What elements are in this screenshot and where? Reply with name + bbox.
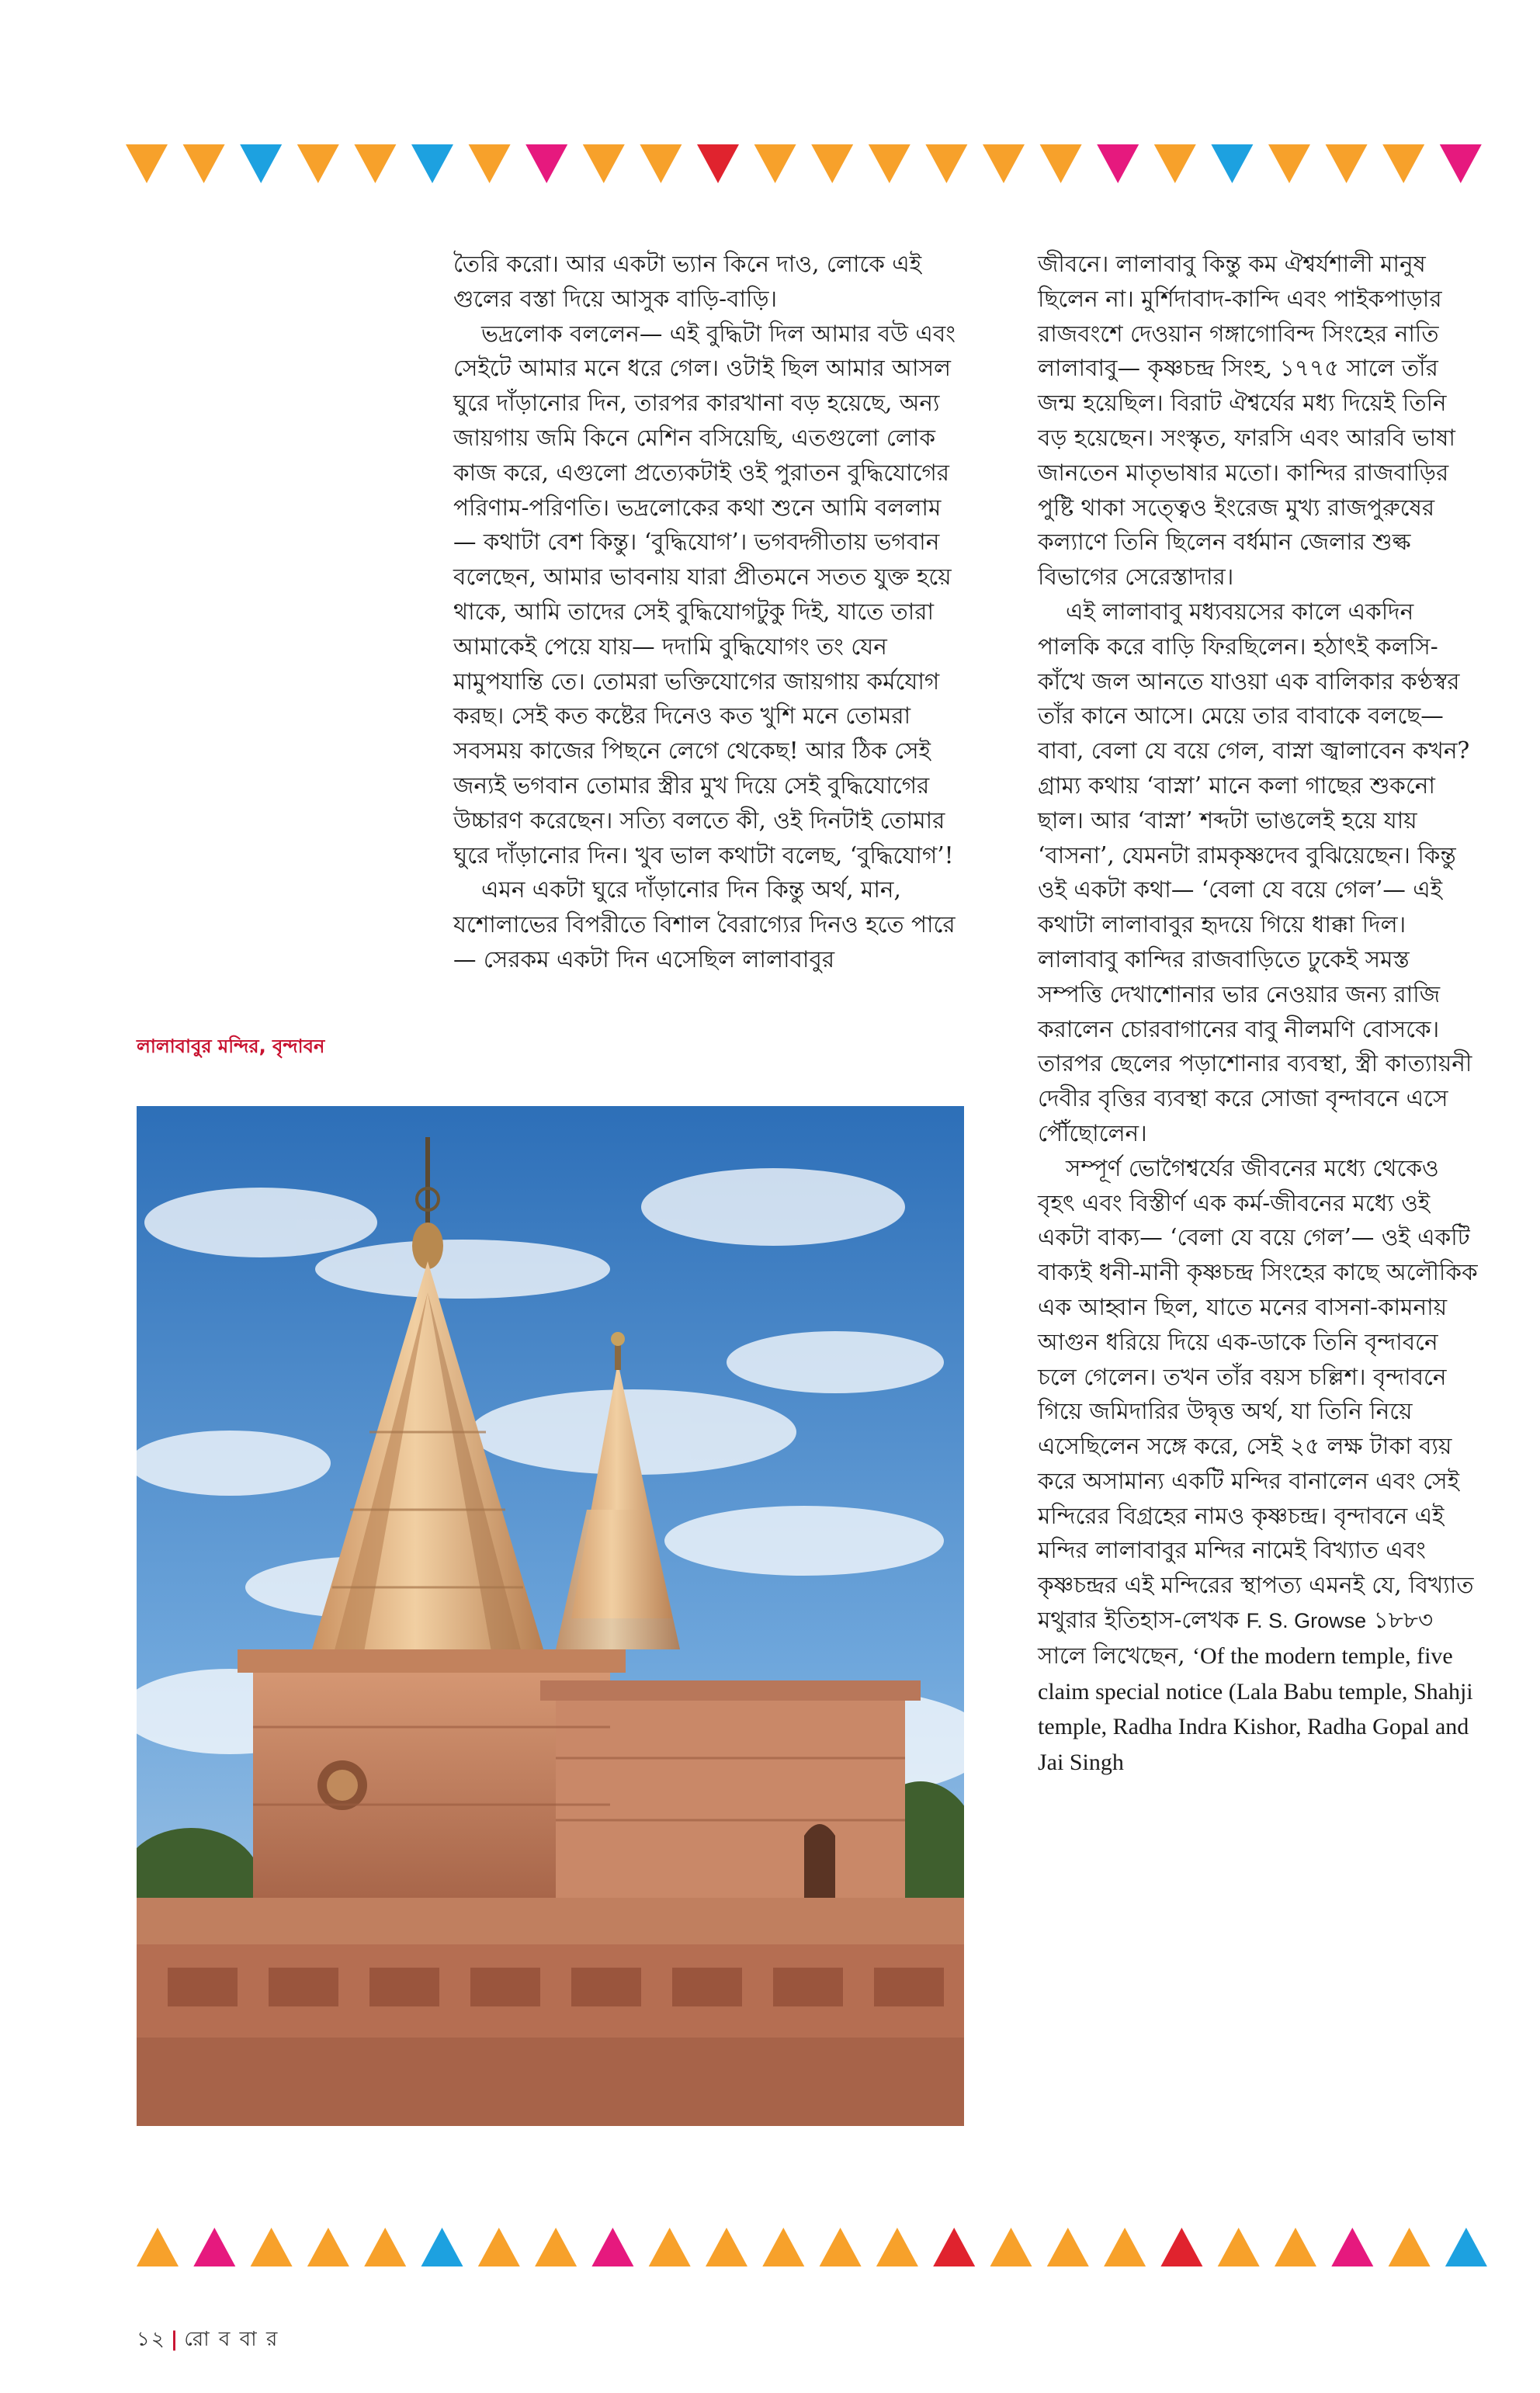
article-column-middle: [453, 247, 962, 977]
bunting-flag: [307, 2228, 349, 2266]
bunting-flag: [1331, 2228, 1373, 2266]
bunting-flag: [297, 144, 339, 183]
bunting-flag: [183, 144, 225, 183]
bunting-flag: [1382, 144, 1424, 183]
bunting-flag: [126, 144, 168, 183]
paragraph-text: সম্পূর্ণ ভোগৈশ্বর্যের জীবনের মধ্যে থেকেও বৃহৎ এবং বিস্তীর্ণ এক কর্ম-জীবনের মধ্যে ওই একটা বাক্য— ‘বেলা যে বয়ে গেল’— ওই একটি বাক্যই ধনী-মানী কৃষ্ণচন্দ্র সিংহের কাছে অলৌকিক এক আহ্বান ছিল, যাতে মনের বাসনা-কামনায় আগুন ধরিয়ে দিয়ে এক-ডাকে তিনি বৃন্দাবনে চলে গেলেন। তখন তাঁর বয়স চল্লিশ। বৃন্দাবনে গিয়ে জমিদারির উদ্বৃত্ত অর্থ, যা তিনি নিয়ে এসেছিলেন সঙ্গে করে, সেই ২৫ লক্ষ টাকা ব্যয় করে অসামান্য একটি মন্দির বানালেন এবং সেই মন্দিরের বিগ্রহের নামও কৃষ্ণচন্দ্র। বৃন্দাবনে এই মন্দির লালাবাবুর মন্দির নামেই বিখ্যাত এবং কৃষ্ণচন্দ্রর এই মন্দিরের স্থাপত্য এমনই যে, বিখ্যাত মথুরার ইতিহাস-লেখক: [1038, 1154, 1478, 1634]
bunting-flag: [354, 144, 396, 183]
page-number: ১২: [137, 2328, 166, 2351]
top-bunting-banner: [0, 144, 1540, 191]
bunting-flag: [469, 144, 511, 183]
bunting-flag: [421, 2228, 463, 2266]
bunting-flag: [990, 2228, 1032, 2266]
bunting-flag: [137, 2228, 179, 2266]
bunting-flag: [820, 2228, 862, 2266]
bunting-flag: [1040, 144, 1082, 183]
paragraph: তৈরি করো। আর একটা ভ্যান কিনে দাও, লোকে এই গুলের বস্তা দিয়ে আসুক বাড়ি-বাড়ি।: [453, 251, 922, 312]
bunting-flag: [811, 144, 853, 183]
bunting-flag: [1275, 2228, 1316, 2266]
bunting-flag: [1389, 2228, 1431, 2266]
article-column-right: [1038, 247, 1480, 1781]
bunting-flag: [649, 2228, 691, 2266]
bunting-flag: [1047, 2228, 1089, 2266]
bunting-flag: [1211, 144, 1253, 183]
footer-separator: |: [170, 2328, 180, 2351]
magazine-name: রো ব বা র: [184, 2328, 279, 2351]
year-text: ১৮৮৩ সালে লিখেছেন,: [1038, 1607, 1434, 1669]
bunting-flag: [240, 144, 282, 183]
paragraph: জীবনে। লালাবাবু কিন্তু কম ঐশ্বর্যশালী মানুষ ছিলেন না। মুর্শিদাবাদ-কান্দি এবং পাইকপাড়ার রাজবংশে দেওয়ান গঙ্গাগোবিন্দ সিংহের নাতি লালাবাবু— কৃষ্ণচন্দ্র সিংহ, ১৭৭৫ সালে তাঁর জন্ম হয়েছিল। বিরাট ঐশ্বর্যের মধ্য দিয়েই তিনি বড় হয়েছেন। সংস্কৃত, ফারসি এবং আরবি ভাষা জানতেন মাতৃভাষার মতো। কান্দির রাজবাড়ির পুষ্টি থাকা সত্ত্বেও ইংরেজ মুখ্য রাজপুরুষের কল্যাণে তিনি ছিলেন বর্ধমান জেলার শুল্ক বিভাগের সেরেস্তাদার।: [1038, 251, 1455, 591]
author-name: F. S. Growse: [1246, 1609, 1367, 1633]
bunting-flag: [933, 2228, 975, 2266]
bunting-flag: [697, 144, 739, 183]
bunting-flag: [762, 2228, 804, 2266]
bunting-flag: [706, 2228, 747, 2266]
temple-body: [238, 1649, 921, 1898]
paragraph: এমন একটা ঘুরে দাঁড়ানোর দিন কিন্তু অর্থ, মান, যশোলাভের বিপরীতে বিশাল বৈরাগ্যের দিনও হতে পারে— সেরকম একটা দিন এসেছিল লালাবাবুর: [453, 876, 956, 973]
bunting-flag: [1154, 144, 1196, 183]
bunting-flag: [1445, 2228, 1487, 2266]
temple-photo: [137, 1106, 964, 2126]
bunting-flag: [640, 144, 682, 183]
bunting-flag: [1440, 144, 1482, 183]
bottom-bunting-banner: [0, 2228, 1540, 2274]
bunting-flag: [583, 144, 625, 183]
bunting-flag: [1218, 2228, 1260, 2266]
bunting-flag: [411, 144, 453, 183]
paragraph: এই লালাবাবু মধ্যবয়সের কালে একদিন পালকি করে বাড়ি ফিরছিলেন। হঠাৎই কলসি-কাঁখে জল আনতে যাওয়া এক বালিকার কণ্ঠস্বর তাঁর কানে আসে। মেয়ে তার বাবাকে বলছে— বাবা, বেলা যে বয়ে গেল, বাস্না জ্বালাবেন কখন? গ্রাম্য কথায় ‘বাস্না’ মানে কলা গাছের শুকনো ছাল। আর ‘বাস্না’ শব্দটা ভাঙলেই হয়ে যায় ‘বাসনা’, যেমনটা রামকৃষ্ণদেব বুঝিয়েছেন। কিন্তু ওই একটা কথা— ‘বেলা যে বয়ে গেল’— এই কথাটা লালাবাবুর হৃদয়ে গিয়ে ধাক্কা দিল। লালাবাবু কান্দির রাজবাড়িতে ঢুকেই সমস্ত সম্পত্তি দেখাশোনার ভার নেওয়ার জন্য রাজি করালেন চোরবাগানের বাবু নীলমণি বোসকে। তারপর ছেলের পড়াশোনার ব্যবস্থা, স্ত্রী কাত্যায়নী দেবীর বৃত্তির ব্যবস্থা করে সোজা বৃন্দাবনে এসে পৌঁছোলেন।: [1038, 598, 1472, 1146]
foreground-wall: [137, 1898, 964, 2126]
bunting-flag: [251, 2228, 293, 2266]
paragraph: ভদ্রলোক বললেন— এই বুদ্ধিটা দিল আমার বউ এবং সেইটে আমার মনে ধরে গেল। ওটাই ছিল আমার আসল ঘুরে দাঁড়ানোর দিন, তারপর কারখানা বড় হয়েছে, অন্য জায়গায় জমি কিনে মেশিন বসিয়েছি, এতগুলো লোক কাজ করে, এগুলো প্রত্যেকটাই ওই পুরাতন বুদ্ধিযোগের পরিণাম-পরিণতি। ভদ্রলোকের কথা শুনে আমি বললাম— কথাটা বেশ কিন্তু। ‘বুদ্ধিযোগ’। ভগবদ্গীতায় ভগবান বলেছেন, আমার ভাবনায় যারা প্রীতমনে সতত যুক্ত হয়ে থাকে, আমি তাদের সেই বুদ্ধিযোগটুকু দিই, যাতে তারা আমাকেই পেয়ে যায়— দদামি বুদ্ধিযোগং তং যেন মামুপযান্তি তে। তোমরা ভক্তিযোগের জায়গায় কর্মযোগ করছ। সেই কত কষ্টের দিনেও কত খুশি মনে তোমরা সবসময় কাজের পিছনে লেগে থেকেছ! আর ঠিক সেই জন্যই ভগবান তোমার স্ত্রীর মুখ দিয়ে সেই বুদ্ধিযোগের উচ্চারণ করেছেন। সত্যি বলতে কী, ওই দিনটাই তোমার ঘুরে দাঁড়ানোর দিন। খুব ভাল কথাটা বলেছ, ‘বুদ্ধিযোগ’!: [453, 320, 956, 869]
bunting-flag: [535, 2228, 577, 2266]
paragraph: [1038, 1151, 1480, 1781]
bunting-flag: [1097, 144, 1139, 183]
bunting-flag: [1104, 2228, 1146, 2266]
photo-caption: লালাবাবুর মন্দির, বৃন্দাবন: [137, 1035, 325, 1057]
bunting-flag: [983, 144, 1025, 183]
bunting-flag: [591, 2228, 633, 2266]
bunting-flag: [1160, 2228, 1202, 2266]
bunting-flag: [1326, 144, 1368, 183]
bunting-flag: [1268, 144, 1310, 183]
bunting-flag: [869, 144, 910, 183]
bunting-flag: [754, 144, 796, 183]
bunting-flag: [193, 2228, 235, 2266]
temple-illustration: [137, 1106, 964, 2126]
bunting-flag: [478, 2228, 520, 2266]
bunting-flag: [364, 2228, 406, 2266]
page-footer: [137, 2323, 279, 2357]
bunting-flag: [925, 144, 967, 183]
bunting-flag: [876, 2228, 918, 2266]
english-quote: ‘Of the modern temple, five claim special notice (Lala Babu temple, Shahji temple, Radha Indra Kishor, Radha Gopal and Jai Singh: [1038, 1642, 1473, 1776]
top-bunting: [0, 144, 1540, 191]
bunting-flag: [525, 144, 567, 183]
bottom-bunting: [0, 2228, 1540, 2274]
